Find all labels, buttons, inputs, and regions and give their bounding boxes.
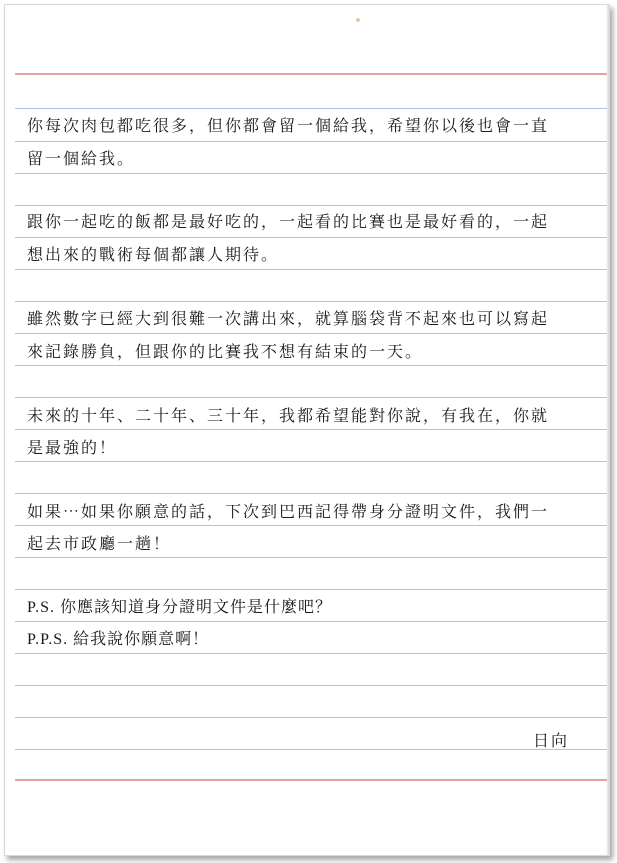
letter-line: 如果⋯如果你願意的話，下次到巴西記得帶身分證明文件，我們一	[27, 502, 550, 521]
ruled-line	[15, 461, 607, 462]
letter-line: 跟你一起吃的飯都是最好吃的，一起看的比賽也是最好看的，一起	[27, 212, 550, 231]
ruled-line	[15, 717, 607, 718]
ruled-line	[15, 269, 607, 270]
letter-line: 留一個給我。	[27, 149, 136, 168]
letter-line: 未來的十年、二十年、三十年，我都希望能對你說，有我在，你就	[27, 406, 550, 425]
ruled-line	[15, 685, 607, 686]
letter-line: 你每次肉包都吃很多，但你都會留一個給我，希望你以後也會一直	[27, 116, 550, 135]
letter-line: 來記錄勝負，但跟你的比賽我不想有結束的一天。	[27, 342, 424, 361]
ruled-line	[15, 365, 607, 366]
bottom-red-rule	[15, 779, 607, 781]
ruled-line	[15, 525, 607, 526]
top-red-rule	[15, 73, 607, 75]
ruled-line	[15, 237, 607, 238]
postscript-line: P.P.S. 給我說你願意啊！	[27, 631, 210, 648]
ruled-line	[15, 621, 607, 622]
ruled-line	[15, 749, 607, 750]
ruled-line	[15, 429, 607, 430]
ruled-line	[15, 301, 607, 302]
ruled-line	[15, 397, 607, 398]
ruled-line	[15, 589, 607, 590]
ruled-line	[15, 653, 607, 654]
postscript-line: P.S. 你應該知道身分證明文件是什麼吧？	[27, 599, 333, 616]
letter-line: 是最強的！	[27, 438, 118, 457]
ruled-line	[15, 173, 607, 174]
letter-line: 起去市政廳一趟！	[27, 534, 172, 553]
paper-speck	[356, 18, 360, 22]
letter-line: 想出來的戰術每個都讓人期待。	[27, 245, 280, 264]
ruled-line	[15, 141, 607, 142]
ruled-line	[15, 108, 607, 109]
signature: 日向	[533, 731, 570, 750]
letter-paper	[4, 4, 610, 856]
ruled-line	[15, 205, 607, 206]
ruled-line	[15, 333, 607, 334]
ruled-line	[15, 557, 607, 558]
paper-edge-shadow	[606, 5, 609, 855]
letter-line: 雖然數字已經大到很難一次講出來，就算腦袋背不起來也可以寫起	[27, 309, 550, 328]
ruled-line	[15, 493, 607, 494]
